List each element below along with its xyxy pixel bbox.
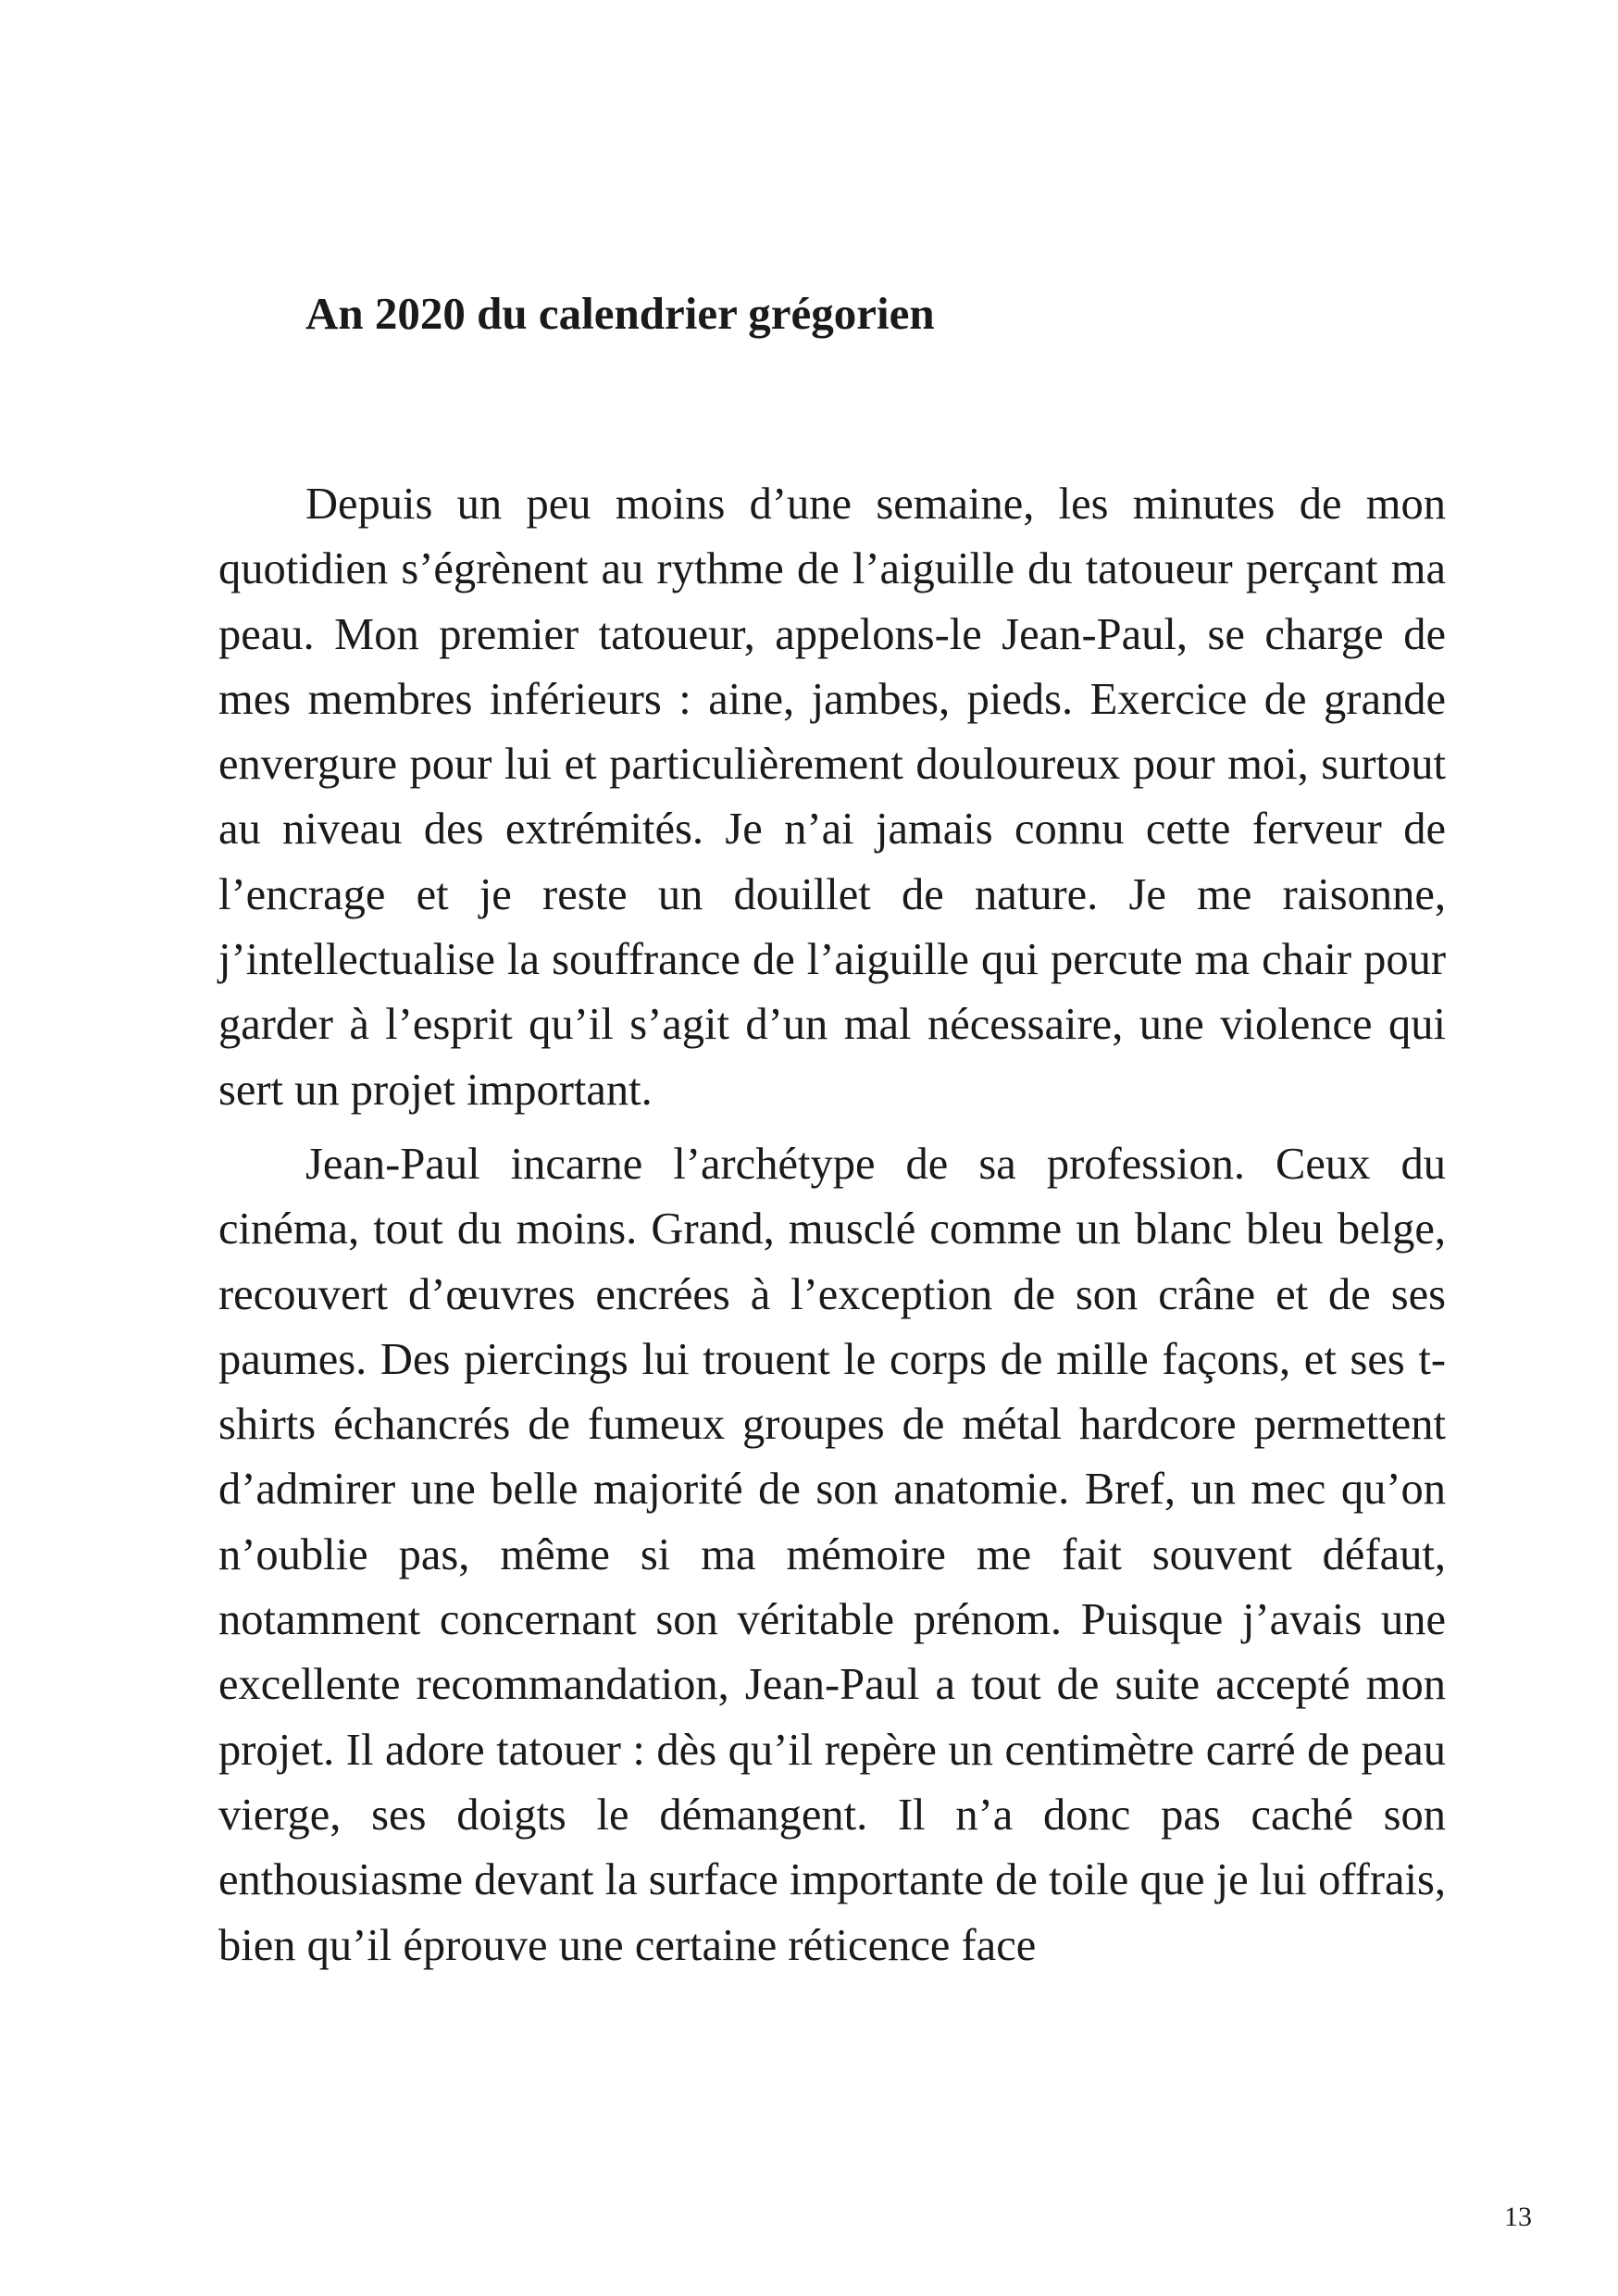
body-text <box>218 472 1446 1988</box>
page-number: 13 <box>1504 2202 1532 2232</box>
paragraph: Depuis un peu moins d’une semaine, les minutes de mon quotidien s’égrènent au rythme de l’aiguille du tatoueur perçant ma peau. Mon premier tatoueur, appelons-le Jean-Paul, se charge de mes membres inférieurs : aine, jambes, pieds. Exercice de grande envergure pour lui et particulièrement douloureux pour moi, surtout au niveau des extrémités. Je n’ai jamais connu cette ferveur de l’encrage et je reste un douillet de nature. Je me raisonne, j’intellectualise la souffrance de l’aiguille qui percute ma chair pour garder à l’esprit qu’il s’agit d’un mal nécessaire, une violence qui sert un projet important. <box>218 480 1446 1115</box>
paragraph: Jean-Paul incarne l’archétype de sa profession. Ceux du cinéma, tout du moins. Grand, musclé comme un blanc bleu belge, recouvert d’œuvres encrées à l’exception de son crâne et de ses paumes. Des piercings lui trouent le corps de mille façons, et ses t-shirts échancrés de fumeux groupes de métal hardcore permettent d’admirer une belle majorité de son anatomie. Bref, un mec qu’on n’oublie pas, même si ma mémoire me fait souvent défaut, notamment concernant son véritable prénom. Puisque j’avais une excellente recommandation, Jean-Paul a tout de suite accepté mon projet. Il adore tatouer : dès qu’il repère un centimètre carré de peau vierge, ses doigts le démangent. Il n’a donc pas caché son enthousiasme devant la surface importante de toile que je lui offrais, bien qu’il éprouve une certaine réticence face <box>218 1139 1446 1970</box>
chapter-title: An 2020 du calendrier grégorien <box>305 288 935 339</box>
